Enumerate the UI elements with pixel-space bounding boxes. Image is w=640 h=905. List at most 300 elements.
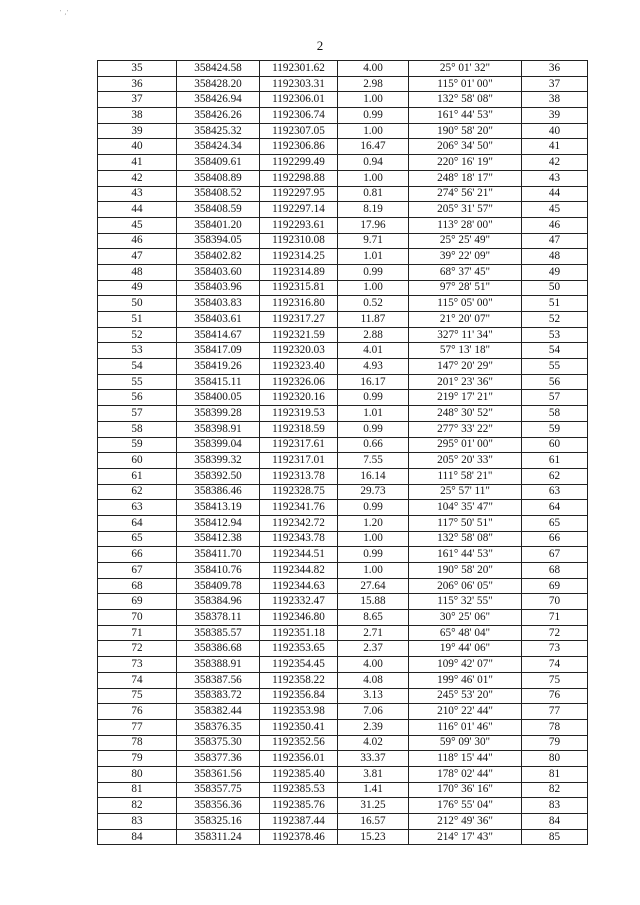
point-number-cell: 64 [98,515,177,531]
next-point-cell: 67 [522,547,588,563]
distance-cell: 4.02 [338,735,409,751]
distance-cell: 1.01 [338,249,409,265]
next-point-cell: 84 [522,814,588,830]
next-point-cell: 74 [522,657,588,673]
point-number-cell: 49 [98,280,177,296]
point-number-cell: 80 [98,766,177,782]
point-number-cell: 67 [98,563,177,579]
y-coordinate-cell: 1192385.76 [260,798,338,814]
point-number-cell: 57 [98,406,177,422]
point-number-cell: 74 [98,672,177,688]
point-number-cell: 44 [98,202,177,218]
x-coordinate-cell: 358417.09 [177,343,260,359]
distance-cell: 4.08 [338,672,409,688]
x-coordinate-cell: 358394.05 [177,233,260,249]
distance-cell: 16.17 [338,374,409,390]
bearing-cell: 212° 49' 36" [409,814,522,830]
point-number-cell: 75 [98,688,177,704]
scan-mark: ' ,' [60,10,70,16]
next-point-cell: 37 [522,76,588,92]
y-coordinate-cell: 1192326.06 [260,374,338,390]
point-number-cell: 60 [98,453,177,469]
x-coordinate-cell: 358426.94 [177,92,260,108]
bearing-cell: 210° 22' 44" [409,704,522,720]
table-row [98,249,588,265]
next-point-cell: 82 [522,782,588,798]
y-coordinate-cell: 1192315.81 [260,280,338,296]
y-coordinate-cell: 1192321.59 [260,327,338,343]
y-coordinate-cell: 1192351.18 [260,625,338,641]
y-coordinate-cell: 1192341.76 [260,500,338,516]
table-row [98,217,588,233]
point-number-cell: 65 [98,531,177,547]
bearing-cell: 190° 58' 20" [409,563,522,579]
x-coordinate-cell: 358419.26 [177,359,260,375]
bearing-cell: 111° 58' 21" [409,468,522,484]
point-number-cell: 55 [98,374,177,390]
distance-cell: 0.99 [338,547,409,563]
next-point-cell: 73 [522,641,588,657]
x-coordinate-cell: 358402.82 [177,249,260,265]
next-point-cell: 38 [522,92,588,108]
point-number-cell: 48 [98,264,177,280]
bearing-cell: 25° 57' 11" [409,484,522,500]
table-row [98,766,588,782]
distance-cell: 2.88 [338,327,409,343]
y-coordinate-cell: 1192344.82 [260,563,338,579]
next-point-cell: 55 [522,359,588,375]
y-coordinate-cell: 1192303.31 [260,76,338,92]
y-coordinate-cell: 1192301.62 [260,61,338,77]
y-coordinate-cell: 1192318.59 [260,421,338,437]
point-number-cell: 52 [98,327,177,343]
next-point-cell: 56 [522,374,588,390]
x-coordinate-cell: 358413.19 [177,500,260,516]
point-number-cell: 70 [98,610,177,626]
bearing-cell: 277° 33' 22" [409,421,522,437]
next-point-cell: 41 [522,139,588,155]
distance-cell: 3.13 [338,688,409,704]
table-row [98,610,588,626]
distance-cell: 16.47 [338,139,409,155]
bearing-cell: 327° 11' 34" [409,327,522,343]
y-coordinate-cell: 1192306.01 [260,92,338,108]
distance-cell: 2.71 [338,625,409,641]
table-row [98,406,588,422]
point-number-cell: 51 [98,312,177,328]
x-coordinate-cell: 358403.61 [177,312,260,328]
bearing-cell: 113° 28' 00" [409,217,522,233]
table-row [98,296,588,312]
bearing-cell: 115° 01' 00" [409,76,522,92]
table-row [98,61,588,77]
x-coordinate-cell: 358377.36 [177,751,260,767]
distance-cell: 0.99 [338,421,409,437]
y-coordinate-cell: 1192297.95 [260,186,338,202]
table-row [98,155,588,171]
y-coordinate-cell: 1192306.74 [260,108,338,124]
y-coordinate-cell: 1192344.51 [260,547,338,563]
y-coordinate-cell: 1192342.72 [260,515,338,531]
next-point-cell: 63 [522,484,588,500]
table-row [98,359,588,375]
x-coordinate-cell: 358357.75 [177,782,260,798]
table-row [98,108,588,124]
table-row [98,657,588,673]
point-number-cell: 39 [98,123,177,139]
point-number-cell: 46 [98,233,177,249]
point-number-cell: 61 [98,468,177,484]
table-row [98,625,588,641]
point-number-cell: 43 [98,186,177,202]
x-coordinate-cell: 358414.67 [177,327,260,343]
bearing-cell: 25° 25' 49" [409,233,522,249]
y-coordinate-cell: 1192317.01 [260,453,338,469]
y-coordinate-cell: 1192319.53 [260,406,338,422]
x-coordinate-cell: 358399.04 [177,437,260,453]
y-coordinate-cell: 1192385.40 [260,766,338,782]
bearing-cell: 205° 20' 33" [409,453,522,469]
x-coordinate-cell: 358424.58 [177,61,260,77]
point-number-cell: 56 [98,390,177,406]
distance-cell: 2.37 [338,641,409,657]
x-coordinate-cell: 358408.52 [177,186,260,202]
table-row [98,563,588,579]
next-point-cell: 54 [522,343,588,359]
point-number-cell: 79 [98,751,177,767]
x-coordinate-cell: 358386.46 [177,484,260,500]
table-row [98,170,588,186]
x-coordinate-cell: 358361.56 [177,766,260,782]
x-coordinate-cell: 358387.56 [177,672,260,688]
bearing-cell: 295° 01' 00" [409,437,522,453]
point-number-cell: 38 [98,108,177,124]
y-coordinate-cell: 1192385.53 [260,782,338,798]
bearing-cell: 97° 28' 51" [409,280,522,296]
next-point-cell: 77 [522,704,588,720]
bearing-cell: 206° 34' 50" [409,139,522,155]
next-point-cell: 49 [522,264,588,280]
point-number-cell: 77 [98,719,177,735]
next-point-cell: 53 [522,327,588,343]
y-coordinate-cell: 1192356.84 [260,688,338,704]
x-coordinate-cell: 358399.32 [177,453,260,469]
distance-cell: 0.99 [338,108,409,124]
x-coordinate-cell: 358385.57 [177,625,260,641]
table-row [98,672,588,688]
x-coordinate-cell: 358376.35 [177,719,260,735]
next-point-cell: 62 [522,468,588,484]
point-number-cell: 69 [98,594,177,610]
x-coordinate-cell: 358426.26 [177,108,260,124]
distance-cell: 15.23 [338,829,409,845]
x-coordinate-cell: 358392.50 [177,468,260,484]
distance-cell: 33.37 [338,751,409,767]
next-point-cell: 79 [522,735,588,751]
point-number-cell: 47 [98,249,177,265]
point-number-cell: 58 [98,421,177,437]
distance-cell: 9.71 [338,233,409,249]
y-coordinate-cell: 1192356.01 [260,751,338,767]
x-coordinate-cell: 358382.44 [177,704,260,720]
x-coordinate-cell: 358428.20 [177,76,260,92]
y-coordinate-cell: 1192314.25 [260,249,338,265]
distance-cell: 1.41 [338,782,409,798]
distance-cell: 1.01 [338,406,409,422]
bearing-cell: 68° 37' 45" [409,264,522,280]
table-row [98,233,588,249]
point-number-cell: 71 [98,625,177,641]
bearing-cell: 39° 22' 09" [409,249,522,265]
next-point-cell: 81 [522,766,588,782]
point-number-cell: 84 [98,829,177,845]
x-coordinate-cell: 358384.96 [177,594,260,610]
next-point-cell: 48 [522,249,588,265]
next-point-cell: 44 [522,186,588,202]
bearing-cell: 201° 23' 36" [409,374,522,390]
x-coordinate-cell: 358401.20 [177,217,260,233]
x-coordinate-cell: 358408.89 [177,170,260,186]
table-row [98,500,588,516]
bearing-cell: 115° 32' 55" [409,594,522,610]
bearing-cell: 161° 44' 53" [409,547,522,563]
bearing-cell: 147° 20' 29" [409,359,522,375]
distance-cell: 7.55 [338,453,409,469]
next-point-cell: 52 [522,312,588,328]
point-number-cell: 54 [98,359,177,375]
distance-cell: 16.57 [338,814,409,830]
next-point-cell: 43 [522,170,588,186]
y-coordinate-cell: 1192320.16 [260,390,338,406]
next-point-cell: 66 [522,531,588,547]
y-coordinate-cell: 1192346.80 [260,610,338,626]
point-number-cell: 40 [98,139,177,155]
bearing-cell: 21° 20' 07" [409,312,522,328]
x-coordinate-cell: 358409.61 [177,155,260,171]
next-point-cell: 85 [522,829,588,845]
distance-cell: 0.99 [338,264,409,280]
distance-cell: 11.87 [338,312,409,328]
next-point-cell: 78 [522,719,588,735]
table-row [98,719,588,735]
next-point-cell: 70 [522,594,588,610]
y-coordinate-cell: 1192332.47 [260,594,338,610]
next-point-cell: 50 [522,280,588,296]
distance-cell: 2.98 [338,76,409,92]
x-coordinate-cell: 358325.16 [177,814,260,830]
y-coordinate-cell: 1192387.44 [260,814,338,830]
distance-cell: 27.64 [338,578,409,594]
next-point-cell: 60 [522,437,588,453]
distance-cell: 7.06 [338,704,409,720]
distance-cell: 2.39 [338,719,409,735]
bearing-cell: 109° 42' 07" [409,657,522,673]
point-number-cell: 53 [98,343,177,359]
point-number-cell: 35 [98,61,177,77]
x-coordinate-cell: 358400.05 [177,390,260,406]
x-coordinate-cell: 358424.34 [177,139,260,155]
next-point-cell: 39 [522,108,588,124]
table-row [98,374,588,390]
y-coordinate-cell: 1192293.61 [260,217,338,233]
table-row [98,798,588,814]
table-row [98,186,588,202]
distance-cell: 15.88 [338,594,409,610]
distance-cell: 1.00 [338,280,409,296]
point-number-cell: 37 [98,92,177,108]
bearing-cell: 178° 02' 44" [409,766,522,782]
next-point-cell: 76 [522,688,588,704]
table-row [98,484,588,500]
bearing-cell: 190° 58' 20" [409,123,522,139]
x-coordinate-cell: 358378.11 [177,610,260,626]
distance-cell: 17.96 [338,217,409,233]
x-coordinate-cell: 358403.60 [177,264,260,280]
table-row [98,76,588,92]
next-point-cell: 64 [522,500,588,516]
distance-cell: 0.66 [338,437,409,453]
x-coordinate-cell: 358386.68 [177,641,260,657]
point-number-cell: 68 [98,578,177,594]
bearing-cell: 65° 48' 04" [409,625,522,641]
table-row [98,547,588,563]
point-number-cell: 73 [98,657,177,673]
point-number-cell: 45 [98,217,177,233]
distance-cell: 4.00 [338,61,409,77]
next-point-cell: 83 [522,798,588,814]
table-row [98,688,588,704]
table-row [98,421,588,437]
point-number-cell: 41 [98,155,177,171]
x-coordinate-cell: 358415.11 [177,374,260,390]
next-point-cell: 75 [522,672,588,688]
x-coordinate-cell: 358383.72 [177,688,260,704]
x-coordinate-cell: 358398.91 [177,421,260,437]
table-row [98,202,588,218]
table-row [98,280,588,296]
table-row [98,704,588,720]
next-point-cell: 42 [522,155,588,171]
y-coordinate-cell: 1192317.61 [260,437,338,453]
distance-cell: 1.00 [338,170,409,186]
y-coordinate-cell: 1192310.08 [260,233,338,249]
next-point-cell: 72 [522,625,588,641]
y-coordinate-cell: 1192307.05 [260,123,338,139]
bearing-cell: 104° 35' 47" [409,500,522,516]
distance-cell: 0.99 [338,390,409,406]
table-row [98,531,588,547]
point-number-cell: 63 [98,500,177,516]
y-coordinate-cell: 1192306.86 [260,139,338,155]
distance-cell: 4.93 [338,359,409,375]
point-number-cell: 50 [98,296,177,312]
point-number-cell: 72 [98,641,177,657]
distance-cell: 31.25 [338,798,409,814]
x-coordinate-cell: 358356.36 [177,798,260,814]
bearing-cell: 117° 50' 51" [409,515,522,531]
distance-cell: 3.81 [338,766,409,782]
distance-cell: 0.94 [338,155,409,171]
table-row [98,312,588,328]
y-coordinate-cell: 1192354.45 [260,657,338,673]
x-coordinate-cell: 358411.70 [177,547,260,563]
y-coordinate-cell: 1192299.49 [260,155,338,171]
bearing-cell: 199° 46' 01" [409,672,522,688]
bearing-cell: 161° 44' 53" [409,108,522,124]
x-coordinate-cell: 358425.32 [177,123,260,139]
distance-cell: 29.73 [338,484,409,500]
bearing-cell: 19° 44' 06" [409,641,522,657]
bearing-cell: 170° 36' 16" [409,782,522,798]
x-coordinate-cell: 358311.24 [177,829,260,845]
bearing-cell: 248° 18' 17" [409,170,522,186]
table-row [98,123,588,139]
y-coordinate-cell: 1192313.78 [260,468,338,484]
bearing-cell: 132° 58' 08" [409,531,522,547]
point-number-cell: 36 [98,76,177,92]
distance-cell: 4.00 [338,657,409,673]
distance-cell: 1.00 [338,123,409,139]
bearing-cell: 214° 17' 43" [409,829,522,845]
x-coordinate-cell: 358403.96 [177,280,260,296]
table-row [98,751,588,767]
table-row [98,515,588,531]
y-coordinate-cell: 1192343.78 [260,531,338,547]
x-coordinate-cell: 358409.78 [177,578,260,594]
y-coordinate-cell: 1192344.63 [260,578,338,594]
table-row [98,453,588,469]
point-number-cell: 81 [98,782,177,798]
next-point-cell: 47 [522,233,588,249]
x-coordinate-cell: 358399.28 [177,406,260,422]
bearing-cell: 25° 01' 32" [409,61,522,77]
bearing-cell: 205° 31' 57" [409,202,522,218]
table-row [98,327,588,343]
table-row [98,829,588,845]
next-point-cell: 46 [522,217,588,233]
bearing-cell: 176° 55' 04" [409,798,522,814]
next-point-cell: 40 [522,123,588,139]
next-point-cell: 71 [522,610,588,626]
table-row [98,139,588,155]
point-number-cell: 78 [98,735,177,751]
distance-cell: 16.14 [338,468,409,484]
table-row [98,782,588,798]
table-row [98,468,588,484]
bearing-cell: 57° 13' 18" [409,343,522,359]
table-row [98,641,588,657]
x-coordinate-cell: 358375.30 [177,735,260,751]
y-coordinate-cell: 1192350.41 [260,719,338,735]
y-coordinate-cell: 1192323.40 [260,359,338,375]
bearing-cell: 274° 56' 21" [409,186,522,202]
table-row [98,594,588,610]
y-coordinate-cell: 1192298.88 [260,170,338,186]
point-number-cell: 83 [98,814,177,830]
next-point-cell: 57 [522,390,588,406]
next-point-cell: 80 [522,751,588,767]
y-coordinate-cell: 1192352.56 [260,735,338,751]
point-number-cell: 66 [98,547,177,563]
y-coordinate-cell: 1192316.80 [260,296,338,312]
distance-cell: 4.01 [338,343,409,359]
y-coordinate-cell: 1192320.03 [260,343,338,359]
distance-cell: 1.00 [338,92,409,108]
distance-cell: 1.00 [338,563,409,579]
bearing-cell: 118° 15' 44" [409,751,522,767]
next-point-cell: 61 [522,453,588,469]
x-coordinate-cell: 358412.38 [177,531,260,547]
